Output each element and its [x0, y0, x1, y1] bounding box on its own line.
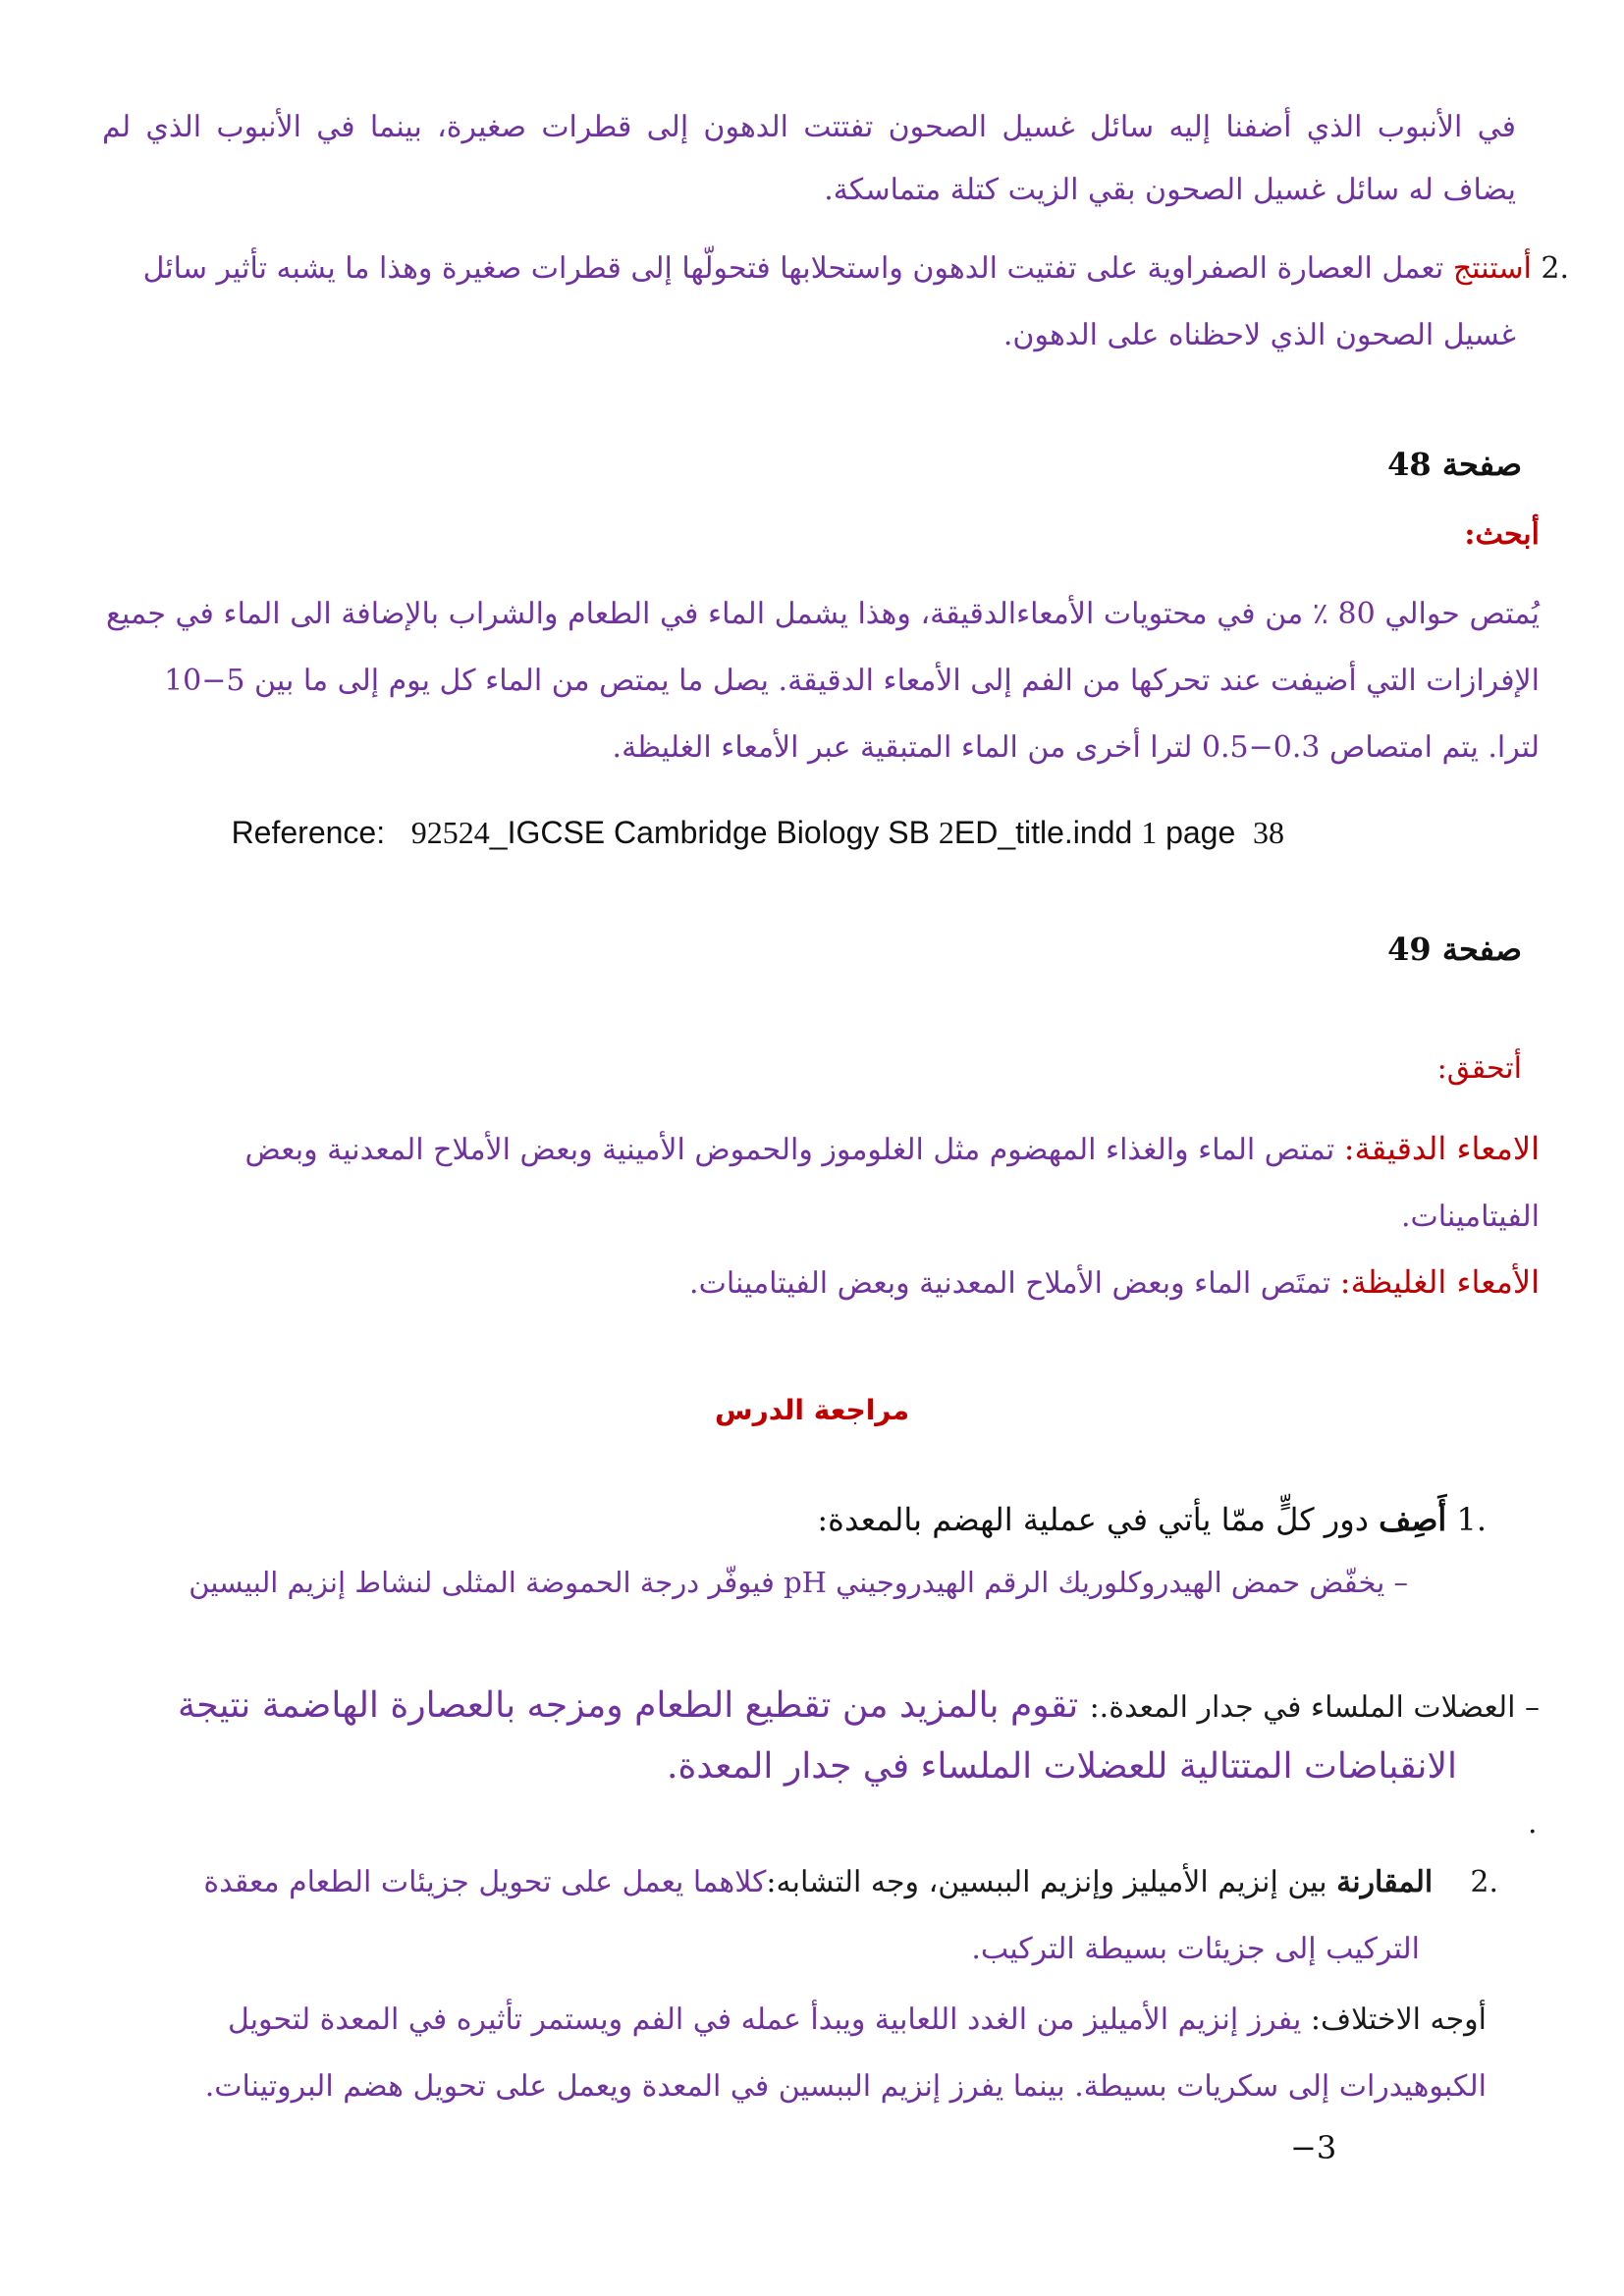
- page-49-label: أتحقق:: [1436, 1051, 1522, 1086]
- large-intestine-block: [106, 1249, 1540, 1317]
- review-q2-diff-text-1: يفرز إنزيم الأميليز من الغدد اللعابية ويبدأ عمله في الفم ويستمر تأثيره في المعدة لتحويل: [227, 2002, 1302, 2037]
- item-2: [96, 236, 1569, 369]
- review-q2-diff-line-2: الكبوهيدرات إلى سكريات بسيطة. بينما يفرز إنزيم الببسين في المعدة ويعمل على تحويل هضم البروتينات.: [204, 2069, 1487, 2104]
- page-48-line-2: الإفرازات التي أضيفت عند تحركها من الفم إلى الأمعاء الدقيقة. يصل ما يمتص من الماء كل يوم إلى ما بين 5−10: [164, 664, 1540, 698]
- small-intestine-term: الامعاء الدقيقة:: [1343, 1130, 1540, 1167]
- review-q1-text: دور كلٍّ ممّا يأتي في عملية الهضم بالمعدة:: [817, 1501, 1369, 1538]
- page-48-line-1: يُمتص حوالي 80 ٪ من في محتويات الأمعاءالدقيقة، وهذا يشمل الماء في الطعام والشراب بالإضافة الى الماء في جميع: [106, 597, 1540, 631]
- review-q2-number: .2: [1470, 1865, 1498, 1899]
- review-q1: [210, 1492, 1487, 1547]
- page-48-heading: صفحة 48: [1387, 446, 1522, 483]
- reference-label: Reference:: [231, 815, 386, 850]
- review-q1-number: .1: [1456, 1501, 1487, 1538]
- review-q2-differences: [132, 1987, 1487, 2120]
- reference-edition-rest: ED_title.indd: [953, 815, 1142, 850]
- reference-edition-number: 2: [938, 815, 954, 850]
- review-q3-number: −3: [1290, 2129, 1337, 2166]
- small-intestine-text-1: تمتص الماء والغذاء المهضوم مثل الغلوموز والحموض الأمينية وبعض الأملاح المعدنية وبعض: [244, 1133, 1335, 1167]
- review-q2-line-2: التركيب إلى جزيئات بسيطة التركيب.: [971, 1932, 1420, 1966]
- reference-line: [196, 778, 1284, 887]
- reference-page-number: 38: [1253, 815, 1285, 850]
- stray-dot: .: [1528, 1806, 1538, 1841]
- review-q2-keyword: المقارنة: [1336, 1865, 1434, 1899]
- review-q1-answer-b-text-1: تقوم بالمزيد من تقطيع الطعام ومزجه بالعصارة الهاضمة نتيجة: [177, 1685, 1079, 1726]
- review-q1-keyword: أَصِف: [1379, 1501, 1447, 1538]
- review-q2: [104, 1849, 1498, 1983]
- review-q2-line-1: [104, 1849, 1498, 1916]
- review-q2-intro: بين إنزيم الأميليز وإنزيم الببسين، وجه التشابه:: [766, 1865, 1327, 1899]
- reference-code: 92524: [410, 815, 490, 850]
- small-intestine-block: [106, 1115, 1540, 1251]
- intro-paragraph: [102, 96, 1516, 222]
- reference-indd-number: 1: [1141, 815, 1158, 850]
- review-q1-answer-a: – يخفّض حمض الهيدروكلوريك الرقم الهيدروجيني pH فيوفّر درجة الحموضة المثلى لنشاط إنزيم البيسين: [189, 1566, 1408, 1599]
- page-48-label: أبحث:: [1464, 517, 1540, 552]
- review-q2-line-1-rest: كلاهما يعمل على تحويل جزيئات الطعام معقدة: [203, 1865, 767, 1899]
- large-intestine-text: تمتَص الماء وبعض الأملاح المعدنية وبعض الفيتامينات.: [689, 1266, 1331, 1301]
- item-2-line-1: [96, 236, 1569, 302]
- intro-line-1: في الأنبوب الذي أضفنا إليه سائل غسيل الصحون تفتتت الدهون إلى قطرات صغيرة، بينما في الأنبوب الذي لم: [102, 110, 1516, 144]
- small-intestine-line-2: الفيتامينات.: [1401, 1200, 1540, 1234]
- page-49-heading: صفحة 49: [1387, 931, 1522, 968]
- page-48-paragraph: [106, 581, 1540, 781]
- review-q1-answer-b-line-2: الانقباضات المتتالية للعضلات الملساء في جدار المعدة.: [667, 1746, 1457, 1787]
- review-q1-answer-b-label: – العضلات الملساء في جدار المعدة.:: [1089, 1690, 1540, 1725]
- item-2-text-1: تعمل العصارة الصفراوية على تفتيت الدهون واستحلابها فتحولّها إلى قطرات صغيرة وهذا ما يشبه تأثير سائل: [142, 251, 1444, 286]
- intro-line-2: يضاف له سائل غسيل الصحون بقي الزيت كتلة متماسكة.: [824, 173, 1516, 207]
- lesson-review-title: مراجعة الدرس: [714, 1394, 910, 1426]
- review-q1-answer-b: [106, 1677, 1540, 1796]
- item-2-keyword: أستنتج: [1452, 251, 1532, 286]
- reference-page-word: page: [1157, 815, 1245, 850]
- large-intestine-term: الأمعاء الغليظة:: [1339, 1263, 1540, 1301]
- small-intestine-line-1: [106, 1115, 1540, 1184]
- review-q2-diff-line-1: [132, 1987, 1487, 2054]
- review-q2-diff-label: أوجه الاختلاف:: [1310, 2002, 1487, 2037]
- item-2-line-2: غسيل الصحون الذي لاحظناه على الدهون.: [1002, 318, 1516, 352]
- page-48-line-3: لترا. يتم امتصاص 0.3−0.5 لترا أخرى من الماء المتبقية عبر الأمعاء الغليظة.: [612, 730, 1540, 765]
- item-2-number: .2: [1541, 251, 1569, 286]
- review-q1-answer-b-line-1: [106, 1677, 1540, 1737]
- reference-title: _IGCSE Cambridge Biology SB: [489, 815, 939, 850]
